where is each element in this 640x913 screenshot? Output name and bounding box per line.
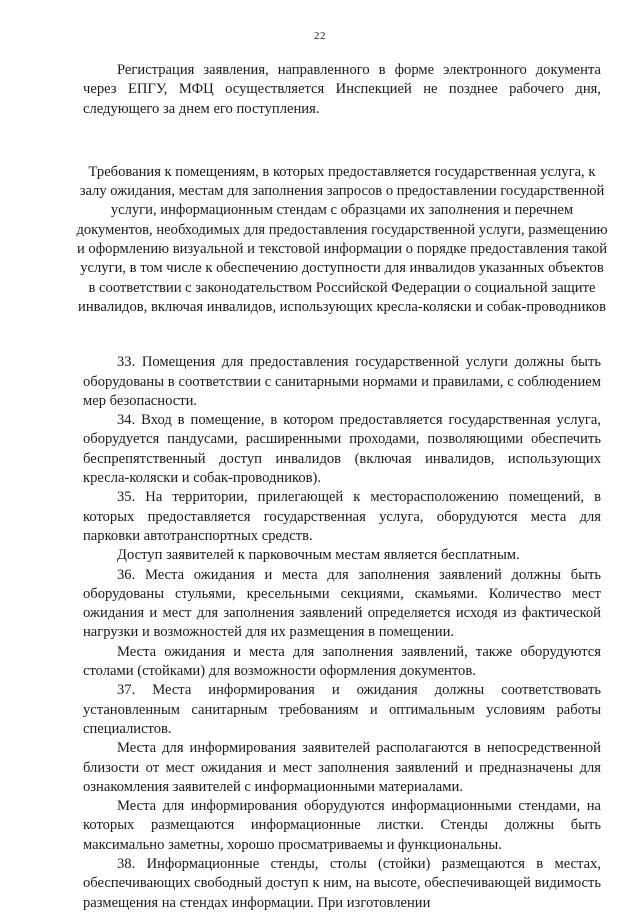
paragraph-33: 33. Помещения для предоставления государственной услуги должны быть оборудованы в соответствии с санитарными нормами и правилами, с соблюдением мер безопасности. <box>83 354 601 409</box>
paragraph-parking-access: Доступ заявителей к парковочным местам является бесплатным. <box>117 547 520 564</box>
paragraph-info-stands: Места для информирования оборудуются информационными стендами, на которых размещаются информационные листки. Стенды должны быть максимально заметны, хорошо просматриваемы и функциональны. <box>83 798 601 853</box>
paragraph-38: 38. Информационные стенды, столы (стойки) размещаются в местах, обеспечивающих свободный доступ к ним, на высоте, обеспечивающей видимость размещения на стендах информации. При изготовлении <box>83 855 601 911</box>
page-number: 22 <box>314 30 326 42</box>
paragraph-info-places: Места для информирования заявителей располагаются в непосредственной близости от мест ожидания и мест заполнения заявлений и предназначены для ознакомления заявителей с информационными материалами. <box>83 740 601 795</box>
paragraph-waiting-tables: Места ожидания и места для заполнения заявлений, также оборудуются столами (стойками) для возможности оформления документов. <box>83 643 601 680</box>
paragraph-34: 34. Вход в помещение, в котором предоставляется государственная услуга, оборудуется пандусами, расширенными проходами, позволяющими обеспечить беспрепятственный доступ инвалидов (включая инвалидов, использующих кресла-коляски и собак-проводников). <box>83 412 601 487</box>
intro-paragraph: Регистрация заявления, направленного в форме электронного документа через ЕПГУ, МФЦ осуществляется Инспекцией не позднее рабочего дня, следующего за днем его поступления. <box>83 62 601 117</box>
paragraph-36: 36. Места ожидания и места для заполнения заявлений должны быть оборудованы стульями, кресельными секциями, скамьями. Количество мест ожидания и мест для заполнения заявлений определяется исходя из фактической нагрузки и возможностей для их размещения в помещении. <box>83 566 601 641</box>
paragraph-37: 37. Места информирования и ожидания должны соответствовать установленным санитарным требованиям и оптимальным условиям работы специалистов. <box>83 682 601 737</box>
document-body <box>76 61 608 913</box>
paragraph-35: 35. На территории, прилегающей к месторасположению помещений, в которых предоставляется государственная услуга, оборудуются места для парковки автотранспортных средств. <box>83 489 601 544</box>
section-title: Требования к помещениям, в которых предоставляется государственная услуга, к залу ожидания, местам для заполнения запросов о предоставлении государственной услуги, информационным стендам с образцами их заполнения и перечнем документов, необходимых для предоставления государственной услуги, размещению и оформлению визуальной и текстовой информации о порядке предоставления такой услуги, в том числе к обеспечению доступности для инвалидов указанных объектов в соответствии с законодательством Российской Федерации о социальной защите инвалидов, включая инвалидов, использующих кресла-коляски и собак-проводников <box>76 163 608 315</box>
spacer <box>83 317 601 353</box>
